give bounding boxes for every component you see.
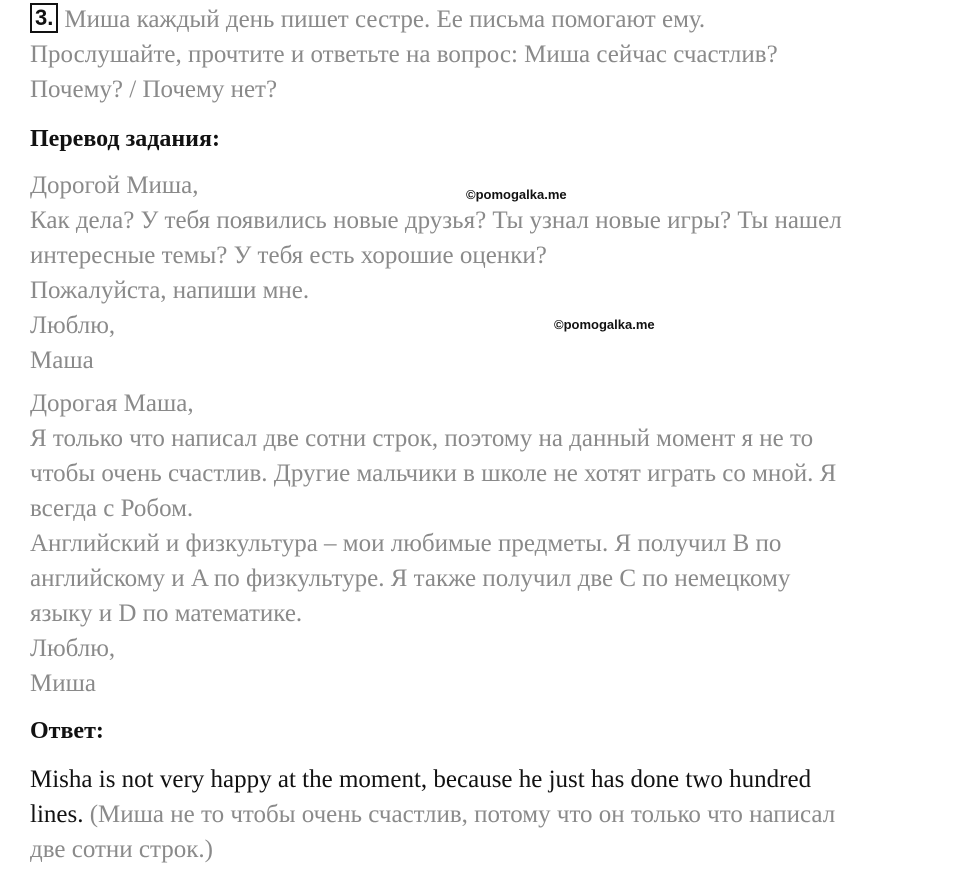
letter-line: Как дела? У тебя появились новые друзья? Ты узнал новые игры? Ты нашел — [30, 207, 842, 234]
answer-russian: (Миша не то чтобы очень счастлив, потому что он только что написал — [83, 801, 836, 828]
task-line-text: Миша каждый день пишет сестре. Ее письма помогают ему. — [64, 6, 706, 33]
letter-line: интересные темы? У тебя есть хорошие оценки? — [30, 242, 547, 269]
letter-from-misha — [30, 386, 940, 701]
letter-line: Дорогая Маша, — [30, 390, 194, 417]
letter-line: Люблю, — [30, 635, 116, 662]
watermark: ©pomogalka.me — [554, 317, 655, 332]
letter-line: языку и D по математике. — [30, 600, 303, 627]
answer-english: lines. — [30, 801, 84, 828]
answer-text — [30, 762, 940, 867]
letter-line: Миша — [30, 670, 96, 697]
letter-line: Дорогой Миша, — [30, 172, 199, 199]
translation-heading: Перевод задания: — [30, 126, 220, 152]
letter-line: чтобы очень счастлив. Другие мальчики в школе не хотят играть со мной. Я — [30, 460, 837, 487]
letter-line: английскому и A по физкультуре. Я также получил две C по немецкому — [30, 565, 791, 592]
letter-line: всегда с Робом. — [30, 495, 194, 522]
answer-line — [30, 797, 940, 832]
letter-line: Я только что написал две сотни строк, поэтому на данный момент я не то — [30, 425, 814, 452]
watermark: ©pomogalka.me — [466, 187, 567, 202]
task-line: Почему? / Почему нет? — [30, 76, 278, 103]
task-text — [30, 2, 940, 107]
letter-line: Пожалуйста, напиши мне. — [30, 277, 310, 304]
letter-line: Люблю, — [30, 312, 116, 339]
answer-heading: Ответ: — [30, 718, 104, 744]
letter-line: Маша — [30, 347, 94, 374]
answer-line: Misha is not very happy at the moment, because he just has done two hundred — [30, 766, 812, 793]
letter-line: Английский и физкультура – мои любимые предметы. Я получил B по — [30, 530, 782, 557]
answer-line: две сотни строк.) — [30, 836, 213, 863]
task-number-box: 3. — [30, 3, 58, 33]
task-line: Прослушайте, прочтите и ответьте на вопрос: Миша сейчас счастлив? — [30, 41, 778, 68]
task-line — [30, 2, 940, 37]
